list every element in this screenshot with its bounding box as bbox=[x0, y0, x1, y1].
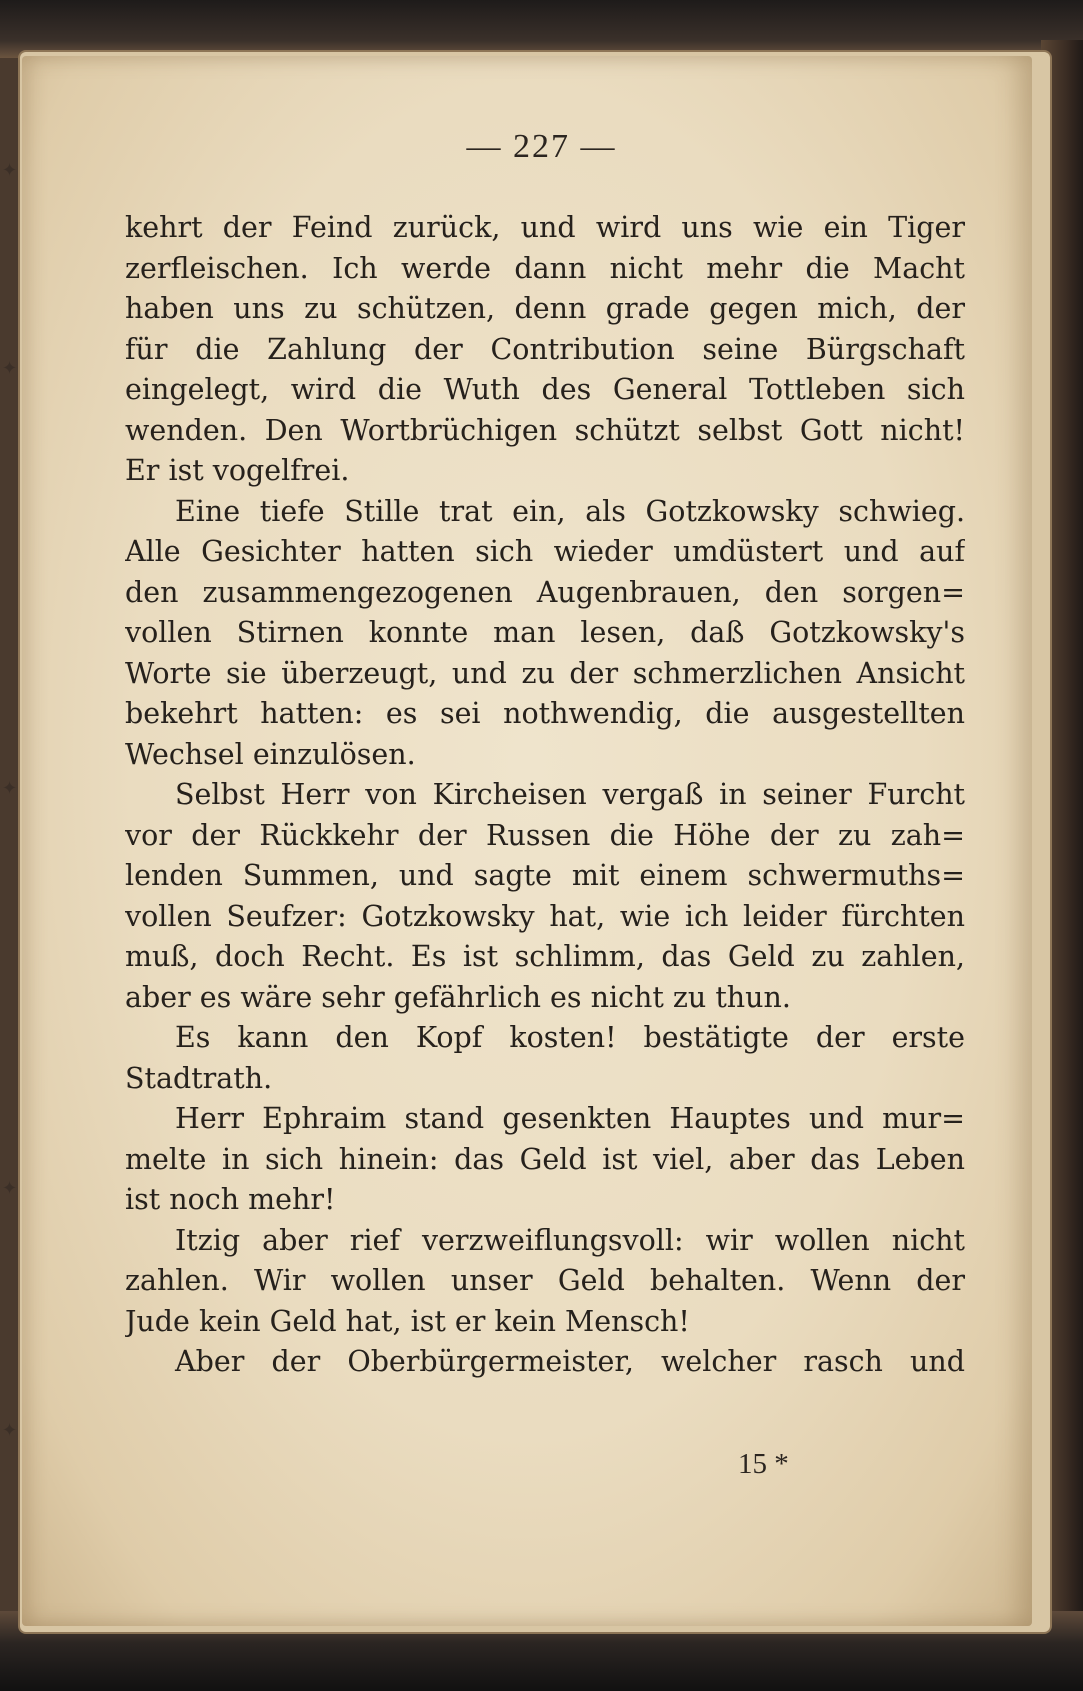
text-line: ist noch mehr! bbox=[125, 1183, 336, 1216]
text-line: zerfleischen. Ich werde dann nicht mehr die Macht bbox=[125, 251, 965, 285]
page-number: — 227 — bbox=[466, 128, 617, 165]
signature-mark: 15 * bbox=[738, 1448, 789, 1480]
text-line: Wechsel einzulösen. bbox=[125, 737, 416, 771]
text-line: Itzig aber rief verzweiflungsvoll: wir wollen nicht bbox=[175, 1223, 965, 1257]
text-line: eingelegt, wird die Wuth des General Tottleben sich bbox=[125, 373, 965, 406]
cover-top-edge bbox=[0, 0, 1083, 58]
text-line: Herr Ephraim stand gesenkten Hauptes und mur= bbox=[175, 1102, 965, 1135]
text-line: lenden Summen, und sagte mit einem schwermuths= bbox=[125, 859, 965, 892]
text-line: vollen Stirnen konnte man lesen, daß Gotzkowsky's bbox=[125, 616, 965, 649]
text-line: Jude kein Geld hat, ist er kein Mensch! bbox=[125, 1304, 690, 1338]
text-line: muß, doch Recht. Es ist schlimm, das Geld zu zahlen, bbox=[125, 940, 965, 973]
text-line: bekehrt hatten: es sei nothwendig, die ausgestellten bbox=[125, 697, 965, 730]
text-line: melte in sich hinein: das Geld ist viel, aber das Leben bbox=[125, 1142, 965, 1176]
text-line: für die Zahlung der Contribution seine Bürgschaft bbox=[125, 332, 965, 366]
text-line: Es kann den Kopf kosten! bestätigte der erste bbox=[175, 1021, 965, 1054]
margin-pin-mark: ✦ bbox=[2, 160, 18, 181]
margin-pin-mark: ✦ bbox=[2, 358, 18, 379]
text-line: kehrt der Feind zurück, und wird uns wie ein Tiger bbox=[125, 211, 965, 244]
text-line: Stadtrath. bbox=[125, 1061, 273, 1095]
text-line: Worte sie überzeugt, und zu der schmerzlichen Ansicht bbox=[125, 656, 965, 690]
margin-pin-mark: ✦ bbox=[2, 1178, 18, 1199]
text-line: zahlen. Wir wollen unser Geld behalten. Wenn der bbox=[125, 1264, 965, 1297]
margin-pin-mark: ✦ bbox=[2, 778, 18, 799]
text-line: haben uns zu schützen, denn grade gegen mich, der bbox=[125, 292, 965, 325]
margin-pin-mark: ✦ bbox=[2, 1420, 18, 1441]
text-line: wenden. Den Wortbrüchigen schützt selbst Gott nicht! bbox=[125, 413, 965, 447]
text-line: Aber der Oberbürgermeister, welcher rasch und bbox=[175, 1345, 965, 1378]
text-line: Eine tiefe Stille trat ein, als Gotzkowsky schwieg. bbox=[175, 494, 965, 528]
text-line: Er ist vogelfrei. bbox=[125, 454, 350, 487]
text-line: aber es wäre sehr gefährlich es nicht zu thun. bbox=[125, 980, 791, 1014]
text-line: vor der Rückkehr der Russen die Höhe der zu zah= bbox=[125, 818, 965, 852]
body-text bbox=[125, 208, 965, 1383]
text-line: Selbst Herr von Kircheisen vergaß in seiner Furcht bbox=[175, 778, 965, 811]
text-line: vollen Seufzer: Gotzkowsky hat, wie ich leider fürchten bbox=[125, 899, 965, 933]
text-line: den zusammengezogenen Augenbrauen, den sorgen= bbox=[125, 575, 965, 609]
text-line: Alle Gesichter hatten sich wieder umdüstert und auf bbox=[125, 535, 965, 568]
